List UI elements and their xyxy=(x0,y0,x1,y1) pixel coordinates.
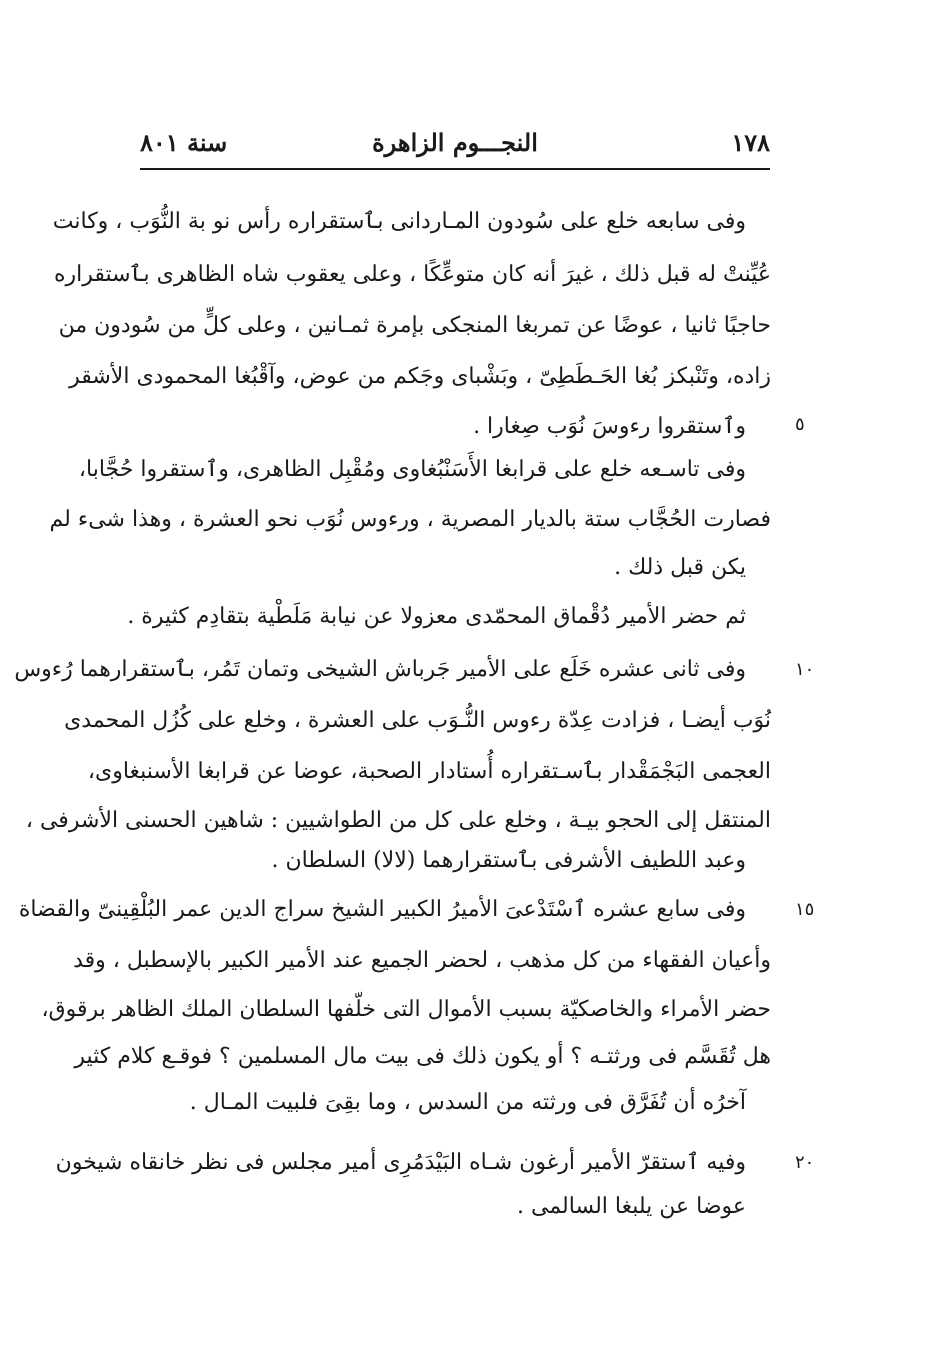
text-line: عوضا عن يلبغا السالمى . xyxy=(517,1194,746,1219)
text-line: حضر الأمراء والخاصكيّة بسبب الأموال التى خلّفها السلطان الملك الظاهر برقوق، xyxy=(41,997,771,1022)
text-line: حاجبًا ثانيا ، عوضًا عن تمربغا المنجكى بإمرة ثمـانين ، وعلى كلٍّ من سُودون من xyxy=(58,313,771,338)
running-title: النجـــوم الزاهرة xyxy=(372,128,538,157)
year-label: سنة ٨٠١ xyxy=(140,128,228,157)
text-line: وأعيان الفقهاء من كل مذهب ، لحضر الجميع عند الأمير الكبير بالإسطبل ، وقد xyxy=(73,948,771,973)
line-number: ٥ xyxy=(795,414,805,435)
text-line: وفيه ٱستقرّ الأمير أرغون شـاه البَيْدَمُرِى أمير مجلس فى نظر خانقاه شيخون xyxy=(55,1150,746,1175)
line-number: ٢٠ xyxy=(795,1152,815,1173)
text-line: يكن قبل ذلك . xyxy=(614,555,746,580)
text-line: آخرُه أن تُفَرَّق فى ورثته من السدس ، وما بقِىَ فلبيت المـال . xyxy=(189,1090,746,1115)
text-line: العجمى البَجْمَقْدار بٱسـتقراره أُستادار الصحبة، عوضا عن قرابغا الأسنبغاوى، xyxy=(87,759,771,784)
text-line: المنتقل إلى الحجو بيـة ، وخلع على كل من الطواشيين : شاهين الحسنى الأشرفى ، xyxy=(25,808,771,833)
text-line: زاده، وتَنْبكز بُغا الحَـطَطِىّ ، وبَشْباى وجَكم من عوض، وآقْبُغا المحمودى الأشقر xyxy=(69,364,771,389)
text-line: فصارت الحُجَّاب ستة بالديار المصرية ، ورءوس نُوَب نحو العشرة ، وهذا شىء لم xyxy=(49,507,771,532)
text-line: وفى تاسـعه خلع على قرابغا الأَسَنْبُغاوى ومُقْبِل الظاهرى، وٱستقروا حُجَّابا، xyxy=(78,457,746,482)
text-line: وٱستقروا رءوسَ نُوَب صِغارا . xyxy=(473,414,746,439)
line-number: ١٠ xyxy=(795,659,815,680)
text-line: وعبد اللطيف الأشرفى بٱستقرارهما (لالا) السلطان . xyxy=(271,848,746,873)
text-line: وفى ثانى عشره خَلَع على الأمير جَرباش الشيخى وتمان تَمُر، بٱستقرارهما رُءوس xyxy=(14,657,746,682)
text-line: وفى سابع عشره ٱسْتَدْعىَ الأميرُ الكبير الشيخ سراج الدين عمر البُلْقِينىّ والقضاة xyxy=(18,897,746,922)
text-line: وفى سابعه خلع على سُودون المـاردانى بٱستقراره رأس نو بة النُّوَب ، وكانت xyxy=(52,209,746,234)
page-number: ١٧٨ xyxy=(731,128,770,157)
text-line: هل تُقَسَّم فى ورثتـه ؟ أو يكون ذلك فى بيت مال المسلمين ؟ فوقـع كلام كثير xyxy=(74,1044,771,1069)
line-number: ١٥ xyxy=(795,899,815,920)
page-header xyxy=(140,122,770,162)
text-line: ثم حضر الأمير دُقْماق المحمّدى معزولا عن نيابة مَلَطْية بتقادِم كثيرة . xyxy=(127,604,746,629)
header-rule xyxy=(140,168,770,170)
text-line: عُيِّنتْ له قبل ذلك ، غيرَ أنه كان متوعِّكًا ، وعلى يعقوب شاه الظاهرى بٱستقراره xyxy=(54,262,771,287)
text-line: نُوَب أيضـا ، فزادت عِدّة رءوس النُّـوَب على العشرة ، وخلع على كُزُل المحمدى xyxy=(64,708,771,733)
